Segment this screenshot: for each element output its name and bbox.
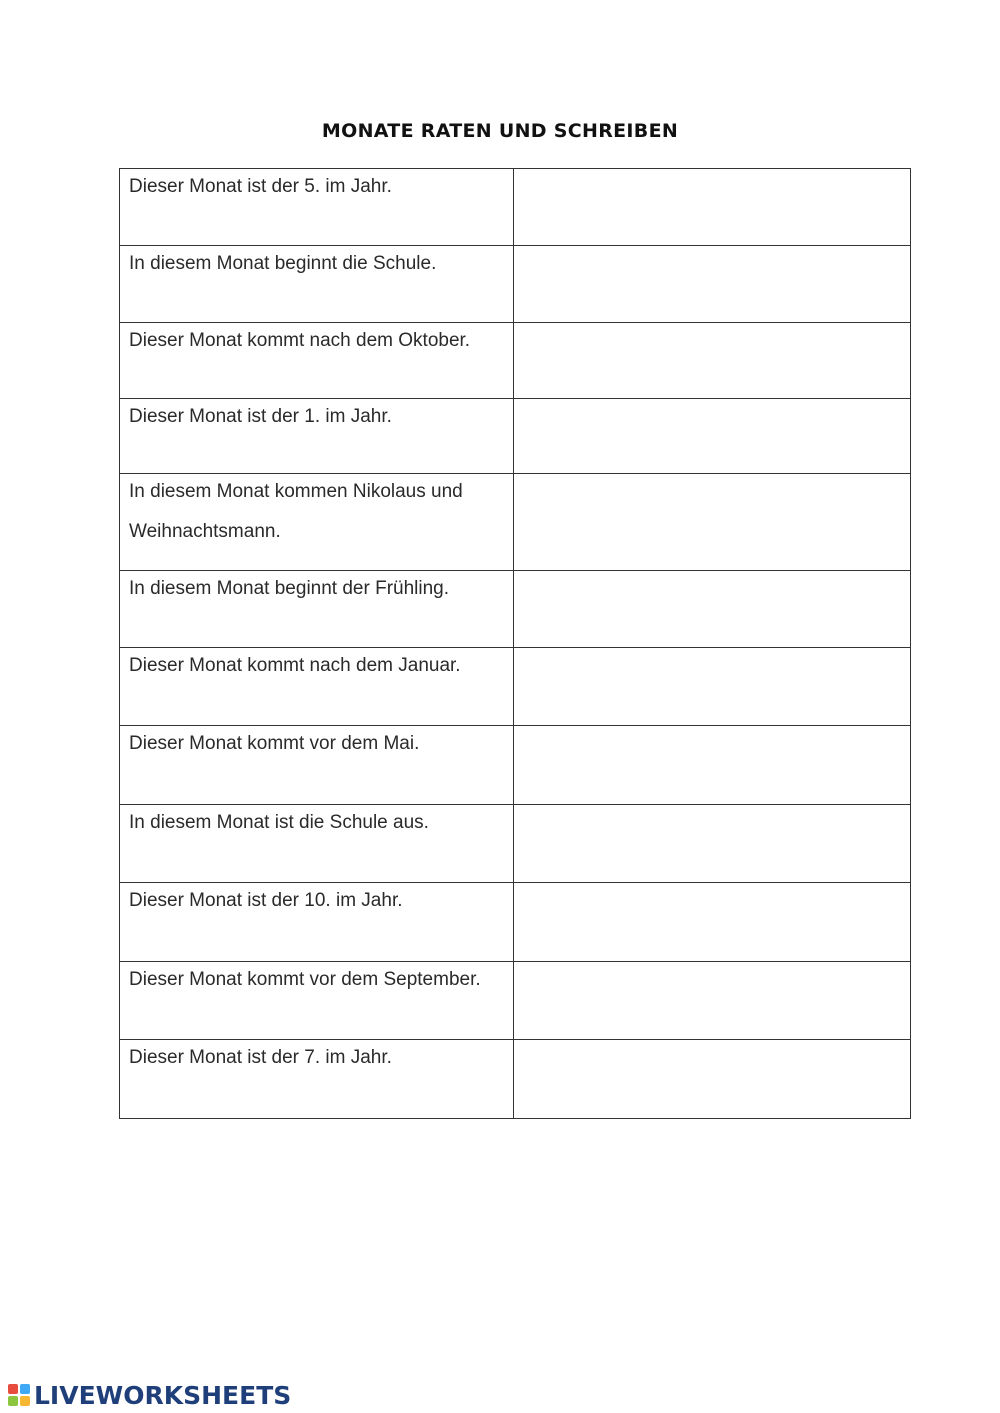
liveworksheets-logo-icon <box>8 1384 30 1406</box>
answer-cell[interactable] <box>514 883 911 962</box>
answer-cell[interactable] <box>514 246 911 323</box>
answer-cell[interactable] <box>514 169 911 246</box>
table-row <box>120 962 911 1040</box>
question-cell: In diesem Monat ist die Schule aus. <box>120 805 514 883</box>
table-row <box>120 323 911 399</box>
answer-cell[interactable] <box>514 805 911 883</box>
question-cell: Dieser Monat ist der 7. im Jahr. <box>120 1040 514 1119</box>
question-cell: Dieser Monat kommt vor dem September. <box>120 962 514 1040</box>
table-row <box>120 571 911 648</box>
logo-text: LIVEWORKSHEETS <box>34 1380 292 1410</box>
table-row <box>120 169 911 246</box>
table-row <box>120 246 911 323</box>
question-cell: Dieser Monat kommt nach dem Oktober. <box>120 323 514 399</box>
question-cell: In diesem Monat beginnt die Schule. <box>120 246 514 323</box>
answer-cell[interactable] <box>514 726 911 805</box>
table-row <box>120 883 911 962</box>
logo-tile-icon <box>20 1384 30 1394</box>
table-row <box>120 1040 911 1119</box>
question-cell: Dieser Monat kommt vor dem Mai. <box>120 726 514 805</box>
table-row <box>120 399 911 474</box>
answer-cell[interactable] <box>514 323 911 399</box>
logo-tile-icon <box>8 1396 18 1406</box>
answer-cell[interactable] <box>514 1040 911 1119</box>
question-cell: In diesem Monat kommen Nikolaus und Weihnachtsmann. <box>120 474 514 571</box>
quiz-table <box>119 168 911 1119</box>
question-cell: Dieser Monat ist der 1. im Jahr. <box>120 399 514 474</box>
table-row <box>120 474 911 571</box>
page-title: MONATE RATEN UND SCHREIBEN <box>321 120 679 142</box>
logo-tile-icon <box>20 1396 30 1406</box>
logo-tile-icon <box>8 1384 18 1394</box>
answer-cell[interactable] <box>514 571 911 648</box>
table-row <box>120 805 911 883</box>
answer-cell[interactable] <box>514 399 911 474</box>
liveworksheets-logo <box>8 1380 291 1410</box>
question-cell: Dieser Monat kommt nach dem Januar. <box>120 648 514 726</box>
table-row <box>120 648 911 726</box>
answer-cell[interactable] <box>514 648 911 726</box>
answer-cell[interactable] <box>514 962 911 1040</box>
table-row <box>120 726 911 805</box>
question-cell: Dieser Monat ist der 10. im Jahr. <box>120 883 514 962</box>
question-cell: Dieser Monat ist der 5. im Jahr. <box>120 169 514 246</box>
question-cell: In diesem Monat beginnt der Frühling. <box>120 571 514 648</box>
answer-cell[interactable] <box>514 474 911 571</box>
